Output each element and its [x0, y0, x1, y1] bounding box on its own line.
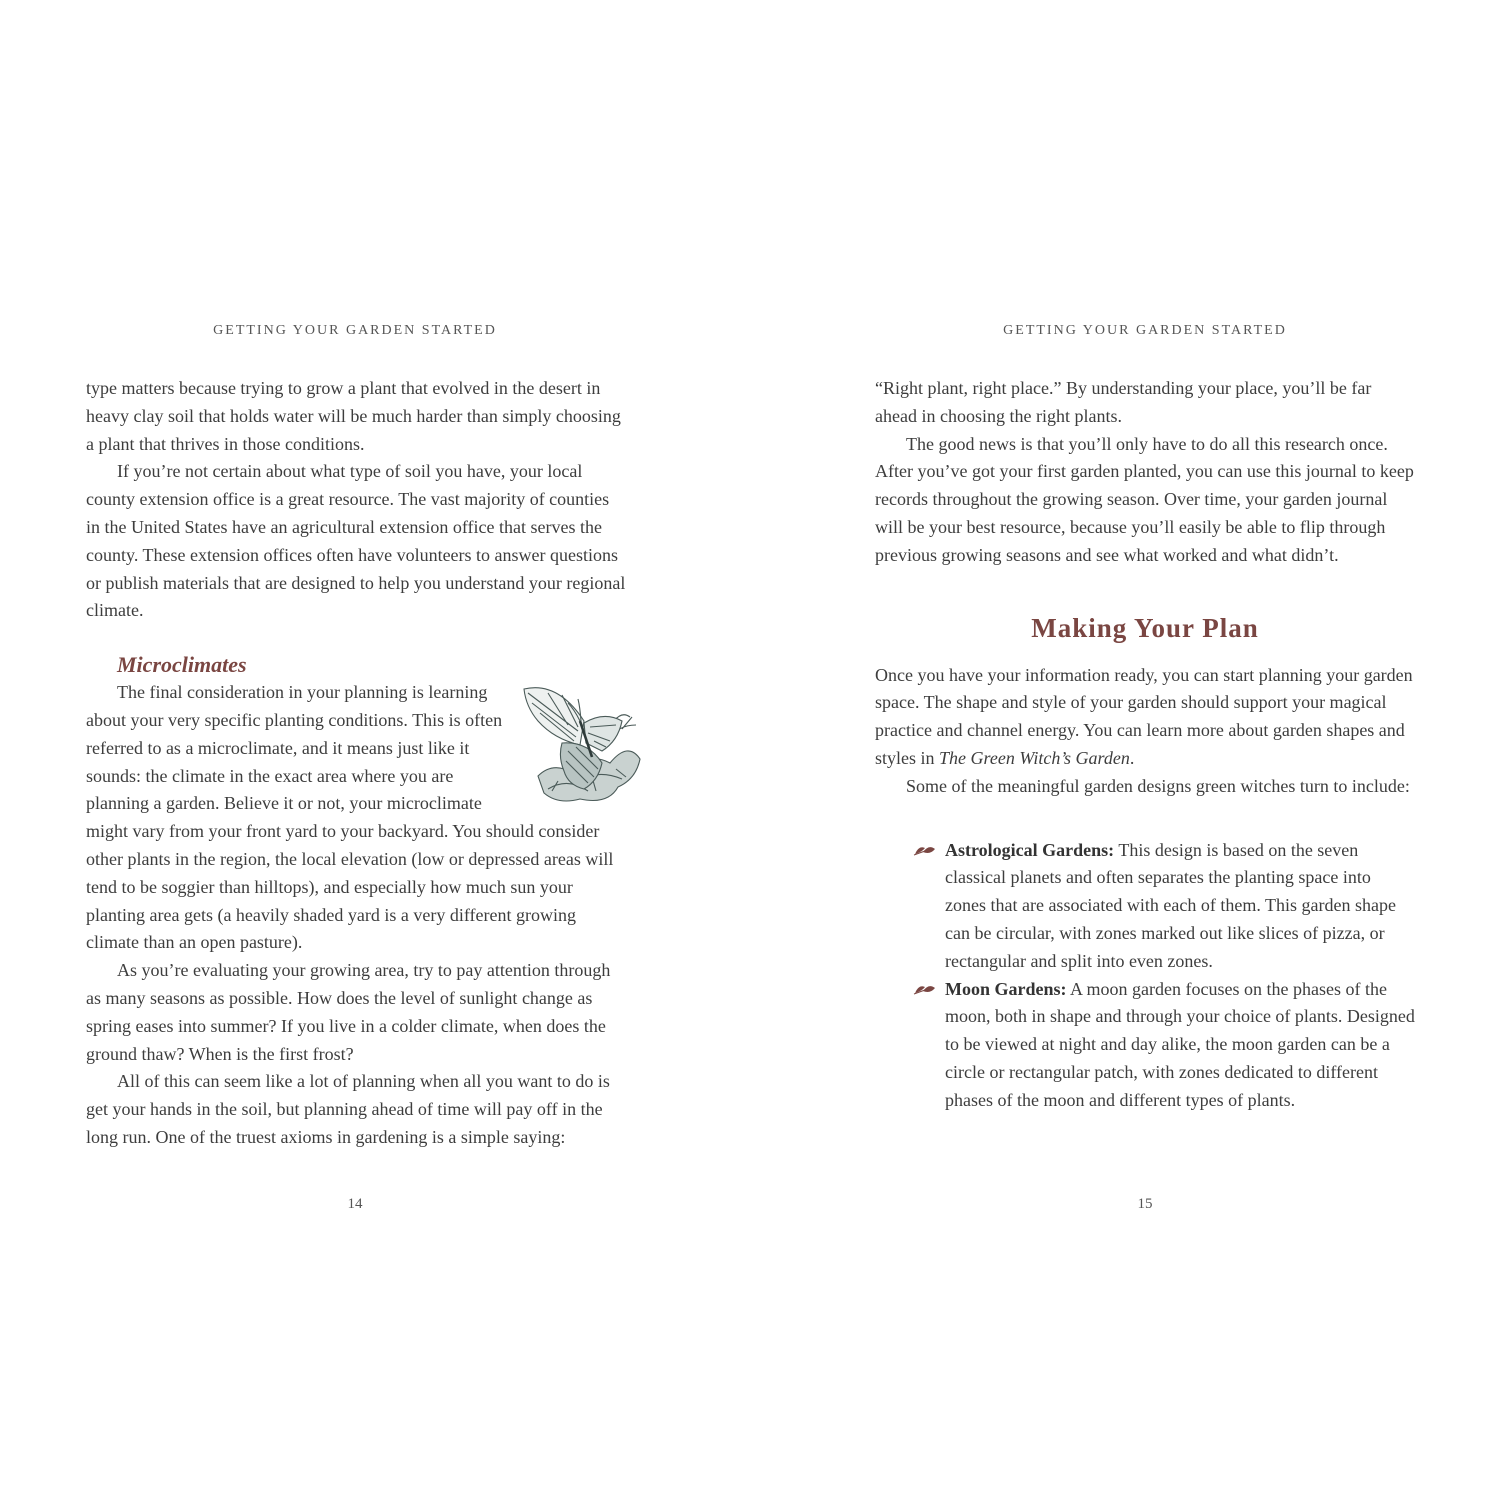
paragraph: The good news is that you’ll only have to do all this research once. After you’ve got your first garden planted, you can use this journal to keep records throughout the growing season. Over time, your garden journal will be your best resource, because you’ll easily be able to flip through previous growing seasons and see what worked and what didn’t.	[875, 433, 1414, 565]
butterfly-illustration	[518, 681, 648, 809]
list-item: Moon Gardens: A moon garden focuses on the phases of the moon, both in shape and through your choice of plants. Designed to be viewed at night and day alike, the moon garden can be a circle or rectangular patch, with zones dedicated to different phases of the moon and different types of plants.	[875, 976, 1415, 1115]
paragraph: If you’re not certain about what type of soil you have, your local county extension office is a great resource. The vast majority of counties in the United States have an agricultural extension office that serves the county. These extension offices often have volunteers to answer questions or publish materials that are designed to help you understand your regional climate.	[86, 461, 626, 621]
left-text-column	[86, 375, 626, 1152]
paragraph: As you’re evaluating your growing area, try to pay attention through as many seasons as possible. How does the level of sunlight change as spring eases into summer? If you live in a colder climate, when does the ground thaw? When is the first frost?	[86, 960, 611, 1064]
leaf-bullet-icon	[913, 982, 937, 996]
right-text-column	[875, 375, 1415, 1115]
page-number: 14	[347, 1196, 363, 1212]
running-head: GETTING YOUR GARDEN STARTED	[213, 323, 497, 338]
paragraph: “Right plant, right place.” By understanding your place, you’ll be far ahead in choosing the right plants.	[875, 378, 1372, 426]
garden-design-list	[875, 837, 1415, 1115]
right-page	[750, 0, 1500, 1500]
running-head: GETTING YOUR GARDEN STARTED	[1003, 323, 1287, 338]
paragraph: type matters because trying to grow a plant that evolved in the desert in heavy clay soil that holds water will be much harder than simply choosing a plant that thrives in those conditions.	[86, 378, 621, 454]
list-item: Astrological Gardens: This design is based on the seven classical planets and often separates the planting space into zones that are associated with each of them. This garden shape can be circular, with zones marked out like slices of pizza, or rectangular and split into even zones.	[875, 837, 1415, 976]
book-title: The Green Witch’s Garden	[939, 747, 1130, 768]
paragraph: Some of the meaningful garden designs green witches turn to include:	[906, 775, 1410, 796]
page-number: 15	[1137, 1196, 1153, 1212]
paragraph: The final consideration in your planning is learning about your very specific planting conditions. This is often referred to as a microclimate, and it means just like it sounds: the climate in the exact area where you are planning a garden. Believe it or not, your microclimate might vary from your front yard to your backyard. You should consider other plants in the region, the local elevation (low or depressed areas will tend to be soggier than hilltops), and especially how much sun your planting area gets (a heavily shaded yard is a very different growing climate than an open pasture).	[86, 679, 626, 957]
subheading-microclimates: Microclimates	[117, 652, 247, 678]
section-heading: Making Your Plan	[1031, 612, 1259, 643]
leaf-bullet-icon	[913, 843, 937, 857]
paragraph: Once you have your information ready, you can start planning your garden space. The shape and style of your garden should support your magical practice and channel energy. You can learn more about garden shapes and styles in The Green Witch’s Garden.	[875, 664, 1413, 768]
paragraph: All of this can seem like a lot of planning when all you want to do is get your hands in the soil, but planning ahead of time will pay off in the long run. One of the truest axioms in gardening is a simple saying:	[86, 1071, 610, 1147]
